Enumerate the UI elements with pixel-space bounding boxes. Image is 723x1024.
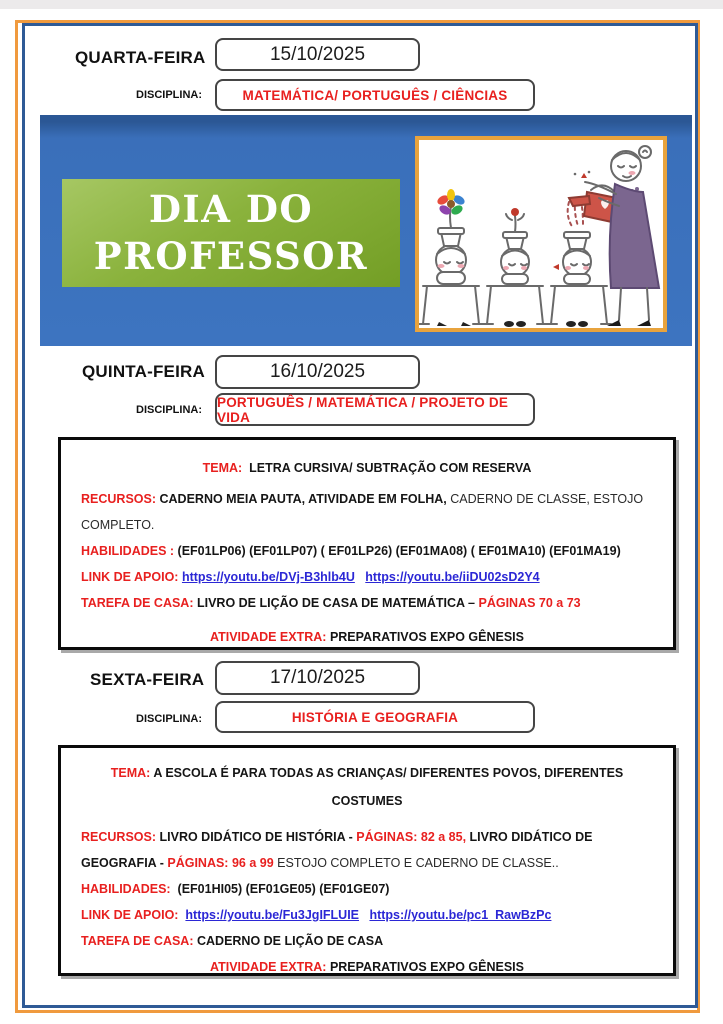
- tema-line: [81, 759, 653, 815]
- date-box-quarta: [215, 38, 420, 71]
- habilidades-label: HABILIDADES:: [81, 882, 171, 896]
- support-link-2[interactable]: https://youtu.be/pc1_RawBzPc: [369, 908, 552, 922]
- tarefa-text: CADERNO DE LIÇÃO DE CASA: [196, 934, 384, 948]
- date-box-sexta: [215, 661, 420, 695]
- support-link-2[interactable]: https://youtu.be/iiDU02sD2Y4: [365, 570, 540, 584]
- tema-line: [81, 455, 653, 481]
- date-value: 17/10/2025: [269, 667, 366, 688]
- link-line: [81, 564, 653, 590]
- extra-text: PREPARATIVOS EXPO GÊNESIS: [329, 960, 524, 974]
- discipline-box-quinta: [215, 393, 535, 426]
- extra-line: [81, 624, 653, 650]
- link-line: [81, 902, 653, 928]
- day-heading-sexta: SEXTA-FEIRA: [90, 670, 205, 689]
- discipline-label-quinta: DISCIPLINA:: [136, 404, 202, 416]
- support-link-1[interactable]: https://youtu.be/Fu3JgIFLUIE: [185, 908, 360, 922]
- day-heading-quarta: QUARTA-FEIRA: [75, 48, 206, 67]
- habilidades-text: (EF01LP06) (EF01LP07) ( EF01LP26) (EF01MA08) ( EF01MA10) (EF01MA19): [177, 544, 621, 558]
- teachers-day-illustration: [415, 136, 667, 332]
- habilidades-text: (EF01HI05) (EF01GE05) (EF01GE07): [177, 882, 390, 896]
- banner-title-plate: [62, 179, 400, 287]
- habilidades-label: HABILIDADES :: [81, 544, 175, 558]
- discipline-value: PORTUGUÊS / MATEMÁTICA / PROJETO DE VIDA: [217, 394, 509, 425]
- tarefa-line: [81, 590, 653, 616]
- date-value: 16/10/2025: [269, 361, 366, 382]
- link-label: LINK DE APOIO:: [81, 908, 179, 922]
- lesson-plan-sexta: [58, 745, 676, 976]
- discipline-value: HISTÓRIA E GEOGRAFIA: [291, 709, 459, 725]
- tema-label: TEMA:: [110, 766, 151, 780]
- tema-text: A ESCOLA É PARA TODAS AS CRIANÇAS/ DIFERENTES POVOS, DIFERENTES COSTUMES: [153, 766, 624, 808]
- recursos-label: RECURSOS:: [81, 492, 157, 506]
- tarefa-label: TAREFA DE CASA:: [81, 934, 194, 948]
- tarefa-line: [81, 928, 653, 954]
- tarefa-pages: PÁGINAS 70 a 73: [478, 596, 581, 610]
- recursos-pages2: PÁGINAS: 96 a 99: [167, 856, 274, 870]
- extra-label: ATIVIDADE EXTRA:: [210, 960, 327, 974]
- teachers-day-banner: [40, 115, 692, 346]
- teacher-watering-children-drawing: [419, 140, 663, 328]
- discipline-box-sexta: [215, 701, 535, 733]
- discipline-value: MATEMÁTICA/ PORTUGUÊS / CIÊNCIAS: [242, 87, 508, 103]
- recursos-regular: CADERNO DE CLASSE, ESTOJO COMPLETO.: [81, 492, 644, 532]
- extra-text: PREPARATIVOS EXPO GÊNESIS: [329, 630, 524, 644]
- tarefa-label: TAREFA DE CASA:: [81, 596, 194, 610]
- discipline-label-quarta: DISCIPLINA:: [136, 89, 202, 101]
- recursos-label: RECURSOS:: [81, 830, 157, 844]
- recursos-bold2: LIVRO DIDÁTICO DE GEOGRAFIA -: [81, 830, 593, 870]
- discipline-box-quarta: [215, 79, 535, 111]
- habilidades-line: [81, 876, 653, 902]
- extra-label: ATIVIDADE EXTRA:: [210, 630, 327, 644]
- recursos-pages1: PÁGINAS: 82 a 85,: [356, 830, 467, 844]
- date-value: 15/10/2025: [269, 43, 366, 65]
- banner-title-line1: DIA DO: [148, 187, 314, 231]
- support-link-1[interactable]: https://youtu.be/DVj-B3hlb4U: [181, 570, 355, 584]
- recursos-regular: ESTOJO COMPLETO E CADERNO DE CLASSE..: [277, 856, 559, 870]
- page-top-edge: [0, 0, 723, 9]
- link-label: LINK DE APOIO:: [81, 570, 179, 584]
- recursos-bold1: LIVRO DIDÁTICO DE HISTÓRIA -: [159, 830, 353, 844]
- day-heading-quinta: QUINTA-FEIRA: [82, 362, 205, 381]
- lesson-plan-quinta: [58, 437, 676, 650]
- recursos-line: [81, 824, 653, 876]
- tema-label: TEMA:: [202, 461, 243, 475]
- tarefa-text: LIVRO DE LIÇÃO DE CASA DE MATEMÁTICA –: [196, 596, 475, 610]
- habilidades-line: [81, 538, 653, 564]
- discipline-label-sexta: DISCIPLINA:: [136, 713, 202, 725]
- date-box-quinta: [215, 355, 420, 389]
- tema-text: LETRA CURSIVA/ SUBTRAÇÃO COM RESERVA: [249, 461, 532, 475]
- banner-title-line2: PROFESSOR: [93, 234, 369, 278]
- recursos-bold: CADERNO MEIA PAUTA, ATIVIDADE EM FOLHA,: [159, 492, 447, 506]
- extra-line: [81, 954, 653, 980]
- seed-sprinkle: [574, 171, 591, 178]
- recursos-line: [81, 486, 653, 538]
